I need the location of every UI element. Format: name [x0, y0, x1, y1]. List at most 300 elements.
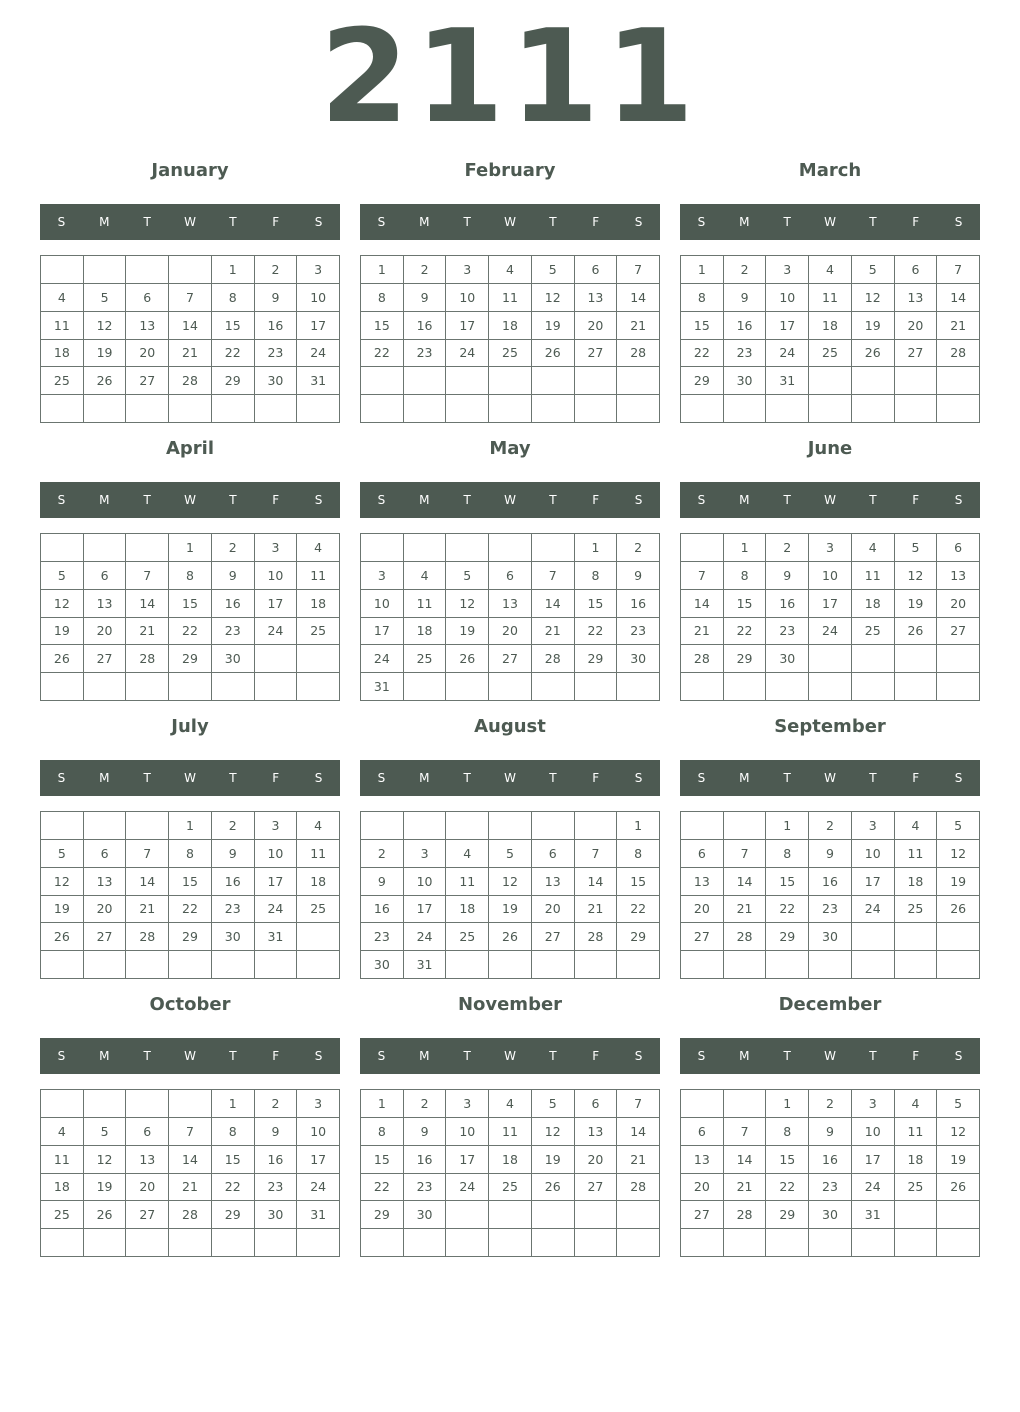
day-grid	[680, 255, 980, 423]
day-cell: 17	[255, 868, 298, 896]
day-cell: 29	[169, 645, 212, 673]
empty-cell	[852, 1229, 895, 1257]
day-cell: 1	[212, 1090, 255, 1118]
empty-cell	[937, 395, 980, 423]
day-cell: 23	[255, 340, 298, 368]
empty-cell	[84, 256, 127, 284]
day-cell: 17	[766, 312, 809, 340]
day-cell: 9	[255, 1118, 298, 1146]
weekday-label: T	[869, 493, 877, 507]
empty-cell	[212, 951, 255, 979]
weekday-label: T	[549, 771, 557, 785]
empty-cell	[404, 812, 447, 840]
day-cell: 20	[575, 1146, 618, 1174]
empty-cell	[255, 1229, 298, 1257]
weekday-label: M	[419, 215, 430, 229]
weekday-header	[40, 204, 340, 240]
empty-cell	[361, 1229, 404, 1257]
day-cell: 19	[937, 868, 980, 896]
weekday-label: S	[314, 493, 323, 507]
day-cell: 22	[575, 618, 618, 646]
day-cell: 24	[852, 896, 895, 924]
empty-cell	[532, 367, 575, 395]
day-cell: 7	[724, 840, 767, 868]
empty-cell	[84, 395, 127, 423]
weekday-label: S	[697, 493, 706, 507]
day-cell: 9	[724, 284, 767, 312]
empty-cell	[361, 367, 404, 395]
day-cell: 17	[297, 312, 340, 340]
day-cell: 10	[255, 562, 298, 590]
empty-cell	[212, 1229, 255, 1257]
weekday-label: M	[99, 493, 110, 507]
day-cell: 24	[446, 1174, 489, 1202]
day-cell: 30	[212, 923, 255, 951]
day-cell: 6	[532, 840, 575, 868]
month-name: December	[778, 994, 882, 1015]
day-cell: 4	[404, 562, 447, 590]
day-cell: 26	[532, 340, 575, 368]
weekday-label: S	[314, 215, 323, 229]
weekday-label: T	[463, 215, 471, 229]
weekday-label: T	[229, 493, 237, 507]
month-name: September	[774, 716, 886, 737]
empty-cell	[532, 1201, 575, 1229]
empty-cell	[126, 1090, 169, 1118]
day-cell: 27	[681, 1201, 724, 1229]
day-cell: 22	[766, 896, 809, 924]
day-cell: 20	[126, 1174, 169, 1202]
weekday-label: T	[463, 771, 471, 785]
weekday-label: W	[504, 215, 516, 229]
day-cell: 2	[361, 840, 404, 868]
day-cell: 28	[169, 1201, 212, 1229]
month-name: May	[489, 438, 531, 459]
empty-cell	[404, 1229, 447, 1257]
empty-cell	[617, 1229, 660, 1257]
empty-cell	[617, 367, 660, 395]
day-cell: 14	[126, 590, 169, 618]
day-cell: 7	[169, 1118, 212, 1146]
weekday-label: W	[184, 1049, 196, 1063]
day-cell: 17	[852, 1146, 895, 1174]
day-cell: 29	[766, 1201, 809, 1229]
empty-cell	[446, 1201, 489, 1229]
day-cell: 29	[169, 923, 212, 951]
day-cell: 15	[361, 312, 404, 340]
day-cell: 1	[169, 812, 212, 840]
day-cell: 7	[126, 840, 169, 868]
day-cell: 18	[895, 868, 938, 896]
empty-cell	[809, 673, 852, 701]
day-cell: 27	[681, 923, 724, 951]
empty-cell	[404, 534, 447, 562]
day-cell: 30	[809, 923, 852, 951]
day-cell: 27	[84, 645, 127, 673]
day-cell: 5	[852, 256, 895, 284]
day-cell: 10	[766, 284, 809, 312]
weekday-label: F	[272, 215, 280, 229]
day-cell: 23	[724, 340, 767, 368]
day-cell: 14	[724, 868, 767, 896]
day-cell: 22	[169, 618, 212, 646]
day-cell: 3	[297, 1090, 340, 1118]
day-cell: 18	[297, 868, 340, 896]
empty-cell	[212, 673, 255, 701]
day-cell: 2	[404, 256, 447, 284]
empty-cell	[169, 951, 212, 979]
empty-cell	[575, 1229, 618, 1257]
day-cell: 31	[297, 1201, 340, 1229]
empty-cell	[297, 923, 340, 951]
weekday-label: T	[549, 1049, 557, 1063]
weekday-label: T	[869, 771, 877, 785]
weekday-label: S	[697, 771, 706, 785]
empty-cell	[41, 951, 84, 979]
day-cell: 30	[361, 951, 404, 979]
day-cell: 13	[489, 590, 532, 618]
empty-cell	[809, 1229, 852, 1257]
weekday-label: F	[912, 493, 920, 507]
day-cell: 15	[681, 312, 724, 340]
day-cell: 15	[212, 312, 255, 340]
empty-cell	[297, 645, 340, 673]
day-cell: 31	[361, 673, 404, 701]
weekday-label: F	[592, 215, 600, 229]
empty-cell	[446, 367, 489, 395]
empty-cell	[852, 923, 895, 951]
day-cell: 12	[937, 840, 980, 868]
day-cell: 14	[617, 284, 660, 312]
day-cell: 10	[297, 284, 340, 312]
empty-cell	[126, 1229, 169, 1257]
weekday-label: S	[57, 493, 66, 507]
day-cell: 23	[617, 618, 660, 646]
day-cell: 18	[489, 1146, 532, 1174]
day-grid	[680, 811, 980, 979]
empty-cell	[169, 1229, 212, 1257]
day-cell: 14	[681, 590, 724, 618]
empty-cell	[489, 534, 532, 562]
day-cell: 25	[489, 1174, 532, 1202]
day-cell: 9	[212, 562, 255, 590]
month-name: October	[149, 994, 231, 1015]
day-cell: 14	[575, 868, 618, 896]
day-cell: 31	[255, 923, 298, 951]
day-cell: 29	[724, 645, 767, 673]
day-cell: 21	[126, 618, 169, 646]
empty-cell	[489, 395, 532, 423]
weekday-label: T	[229, 771, 237, 785]
weekday-label: S	[377, 771, 386, 785]
empty-cell	[532, 673, 575, 701]
day-cell: 19	[895, 590, 938, 618]
day-cell: 13	[575, 1118, 618, 1146]
day-cell: 16	[361, 896, 404, 924]
empty-cell	[297, 673, 340, 701]
day-cell: 28	[724, 923, 767, 951]
weekday-label: M	[739, 1049, 750, 1063]
day-cell: 22	[617, 896, 660, 924]
empty-cell	[937, 645, 980, 673]
empty-cell	[489, 367, 532, 395]
weekday-header	[680, 1038, 980, 1074]
weekday-label: S	[697, 1049, 706, 1063]
day-cell: 18	[297, 590, 340, 618]
day-cell: 7	[937, 256, 980, 284]
day-cell: 10	[361, 590, 404, 618]
day-cell: 23	[361, 923, 404, 951]
day-cell: 24	[297, 340, 340, 368]
empty-cell	[895, 1229, 938, 1257]
weekday-label: M	[99, 771, 110, 785]
weekday-label: T	[463, 493, 471, 507]
weekday-label: S	[57, 1049, 66, 1063]
day-cell: 3	[255, 812, 298, 840]
empty-cell	[126, 812, 169, 840]
weekday-label: T	[143, 771, 151, 785]
weekday-label: T	[549, 493, 557, 507]
month-name: January	[151, 160, 229, 181]
day-cell: 13	[895, 284, 938, 312]
day-cell: 23	[404, 340, 447, 368]
month-name: June	[807, 438, 853, 459]
day-cell: 18	[489, 312, 532, 340]
day-cell: 17	[255, 590, 298, 618]
day-cell: 11	[297, 840, 340, 868]
day-cell: 4	[489, 1090, 532, 1118]
weekday-label: W	[824, 215, 836, 229]
empty-cell	[84, 534, 127, 562]
month-name: August	[474, 716, 546, 737]
day-cell: 17	[361, 618, 404, 646]
empty-cell	[297, 395, 340, 423]
empty-cell	[255, 395, 298, 423]
empty-cell	[126, 673, 169, 701]
day-cell: 4	[895, 1090, 938, 1118]
day-cell: 18	[41, 1174, 84, 1202]
day-grid	[40, 255, 340, 423]
day-cell: 21	[724, 1174, 767, 1202]
day-cell: 25	[895, 896, 938, 924]
day-cell: 15	[169, 868, 212, 896]
day-cell: 27	[126, 1201, 169, 1229]
day-cell: 19	[489, 896, 532, 924]
empty-cell	[724, 951, 767, 979]
day-cell: 4	[297, 534, 340, 562]
weekday-label: S	[634, 1049, 643, 1063]
weekday-label: S	[57, 215, 66, 229]
day-cell: 29	[617, 923, 660, 951]
day-cell: 10	[255, 840, 298, 868]
day-cell: 6	[84, 562, 127, 590]
day-cell: 21	[724, 896, 767, 924]
day-cell: 3	[404, 840, 447, 868]
weekday-label: S	[57, 771, 66, 785]
day-cell: 21	[681, 618, 724, 646]
empty-cell	[895, 951, 938, 979]
day-cell: 9	[809, 840, 852, 868]
weekday-label: M	[739, 771, 750, 785]
day-cell: 5	[937, 812, 980, 840]
day-cell: 28	[532, 645, 575, 673]
empty-cell	[404, 395, 447, 423]
empty-cell	[255, 645, 298, 673]
day-cell: 22	[361, 340, 404, 368]
day-cell: 8	[766, 1118, 809, 1146]
day-cell: 27	[532, 923, 575, 951]
weekday-label: F	[272, 493, 280, 507]
empty-cell	[681, 1229, 724, 1257]
day-cell: 2	[809, 812, 852, 840]
day-cell: 12	[852, 284, 895, 312]
day-cell: 3	[852, 1090, 895, 1118]
day-cell: 15	[361, 1146, 404, 1174]
empty-cell	[766, 951, 809, 979]
weekday-label: S	[377, 493, 386, 507]
empty-cell	[575, 1201, 618, 1229]
empty-cell	[895, 1201, 938, 1229]
day-cell: 6	[681, 1118, 724, 1146]
empty-cell	[809, 395, 852, 423]
day-cell: 1	[724, 534, 767, 562]
empty-cell	[446, 951, 489, 979]
empty-cell	[489, 951, 532, 979]
day-cell: 28	[126, 923, 169, 951]
day-cell: 12	[489, 868, 532, 896]
day-cell: 25	[809, 340, 852, 368]
day-cell: 21	[617, 1146, 660, 1174]
day-cell: 10	[852, 840, 895, 868]
weekday-label: M	[99, 1049, 110, 1063]
day-cell: 10	[297, 1118, 340, 1146]
empty-cell	[404, 367, 447, 395]
day-cell: 15	[766, 868, 809, 896]
day-cell: 5	[532, 256, 575, 284]
weekday-label: W	[184, 215, 196, 229]
empty-cell	[489, 1229, 532, 1257]
day-cell: 27	[937, 618, 980, 646]
weekday-label: F	[272, 771, 280, 785]
day-cell: 12	[41, 868, 84, 896]
day-cell: 16	[809, 868, 852, 896]
day-cell: 28	[617, 1174, 660, 1202]
empty-cell	[852, 645, 895, 673]
day-cell: 5	[41, 840, 84, 868]
day-cell: 6	[681, 840, 724, 868]
empty-cell	[937, 1201, 980, 1229]
day-cell: 13	[681, 1146, 724, 1174]
day-cell: 6	[937, 534, 980, 562]
day-cell: 3	[297, 256, 340, 284]
day-cell: 12	[937, 1118, 980, 1146]
weekday-label: W	[184, 771, 196, 785]
day-grid	[360, 255, 660, 423]
empty-cell	[297, 1229, 340, 1257]
day-cell: 12	[532, 284, 575, 312]
day-cell: 5	[41, 562, 84, 590]
empty-cell	[41, 1229, 84, 1257]
day-cell: 25	[446, 923, 489, 951]
empty-cell	[575, 367, 618, 395]
day-cell: 17	[404, 896, 447, 924]
empty-cell	[895, 395, 938, 423]
month-name: November	[457, 994, 563, 1015]
day-cell: 2	[617, 534, 660, 562]
day-cell: 30	[255, 1201, 298, 1229]
day-cell: 9	[212, 840, 255, 868]
empty-cell	[617, 951, 660, 979]
day-cell: 4	[895, 812, 938, 840]
day-cell: 14	[169, 1146, 212, 1174]
day-cell: 28	[169, 367, 212, 395]
weekday-label: S	[954, 215, 963, 229]
day-cell: 29	[681, 367, 724, 395]
day-cell: 16	[617, 590, 660, 618]
day-cell: 13	[575, 284, 618, 312]
day-cell: 8	[575, 562, 618, 590]
weekday-label: T	[143, 493, 151, 507]
day-cell: 2	[724, 256, 767, 284]
day-cell: 25	[404, 645, 447, 673]
weekday-label: T	[143, 215, 151, 229]
day-cell: 16	[404, 1146, 447, 1174]
day-cell: 7	[126, 562, 169, 590]
weekday-label: S	[377, 1049, 386, 1063]
empty-cell	[575, 395, 618, 423]
weekday-label: F	[912, 215, 920, 229]
day-cell: 20	[937, 590, 980, 618]
weekday-label: T	[549, 215, 557, 229]
day-cell: 18	[446, 896, 489, 924]
day-cell: 9	[404, 1118, 447, 1146]
day-cell: 11	[895, 1118, 938, 1146]
day-cell: 18	[852, 590, 895, 618]
day-cell: 26	[84, 1201, 127, 1229]
day-cell: 16	[404, 312, 447, 340]
weekday-label: S	[314, 1049, 323, 1063]
day-cell: 1	[212, 256, 255, 284]
day-cell: 23	[809, 1174, 852, 1202]
day-cell: 11	[41, 1146, 84, 1174]
empty-cell	[852, 367, 895, 395]
day-cell: 10	[404, 868, 447, 896]
weekday-label: T	[229, 1049, 237, 1063]
day-cell: 11	[446, 868, 489, 896]
day-cell: 2	[766, 534, 809, 562]
empty-cell	[41, 395, 84, 423]
empty-cell	[446, 395, 489, 423]
day-cell: 4	[41, 1118, 84, 1146]
day-cell: 7	[681, 562, 724, 590]
day-cell: 4	[41, 284, 84, 312]
day-cell: 22	[361, 1174, 404, 1202]
empty-cell	[532, 395, 575, 423]
day-cell: 6	[126, 1118, 169, 1146]
day-cell: 18	[809, 312, 852, 340]
empty-cell	[41, 673, 84, 701]
day-cell: 1	[617, 812, 660, 840]
empty-cell	[404, 673, 447, 701]
empty-cell	[766, 395, 809, 423]
day-cell: 20	[575, 312, 618, 340]
empty-cell	[681, 395, 724, 423]
day-cell: 10	[446, 1118, 489, 1146]
day-cell: 15	[617, 868, 660, 896]
day-cell: 21	[169, 1174, 212, 1202]
day-cell: 9	[809, 1118, 852, 1146]
empty-cell	[532, 1229, 575, 1257]
